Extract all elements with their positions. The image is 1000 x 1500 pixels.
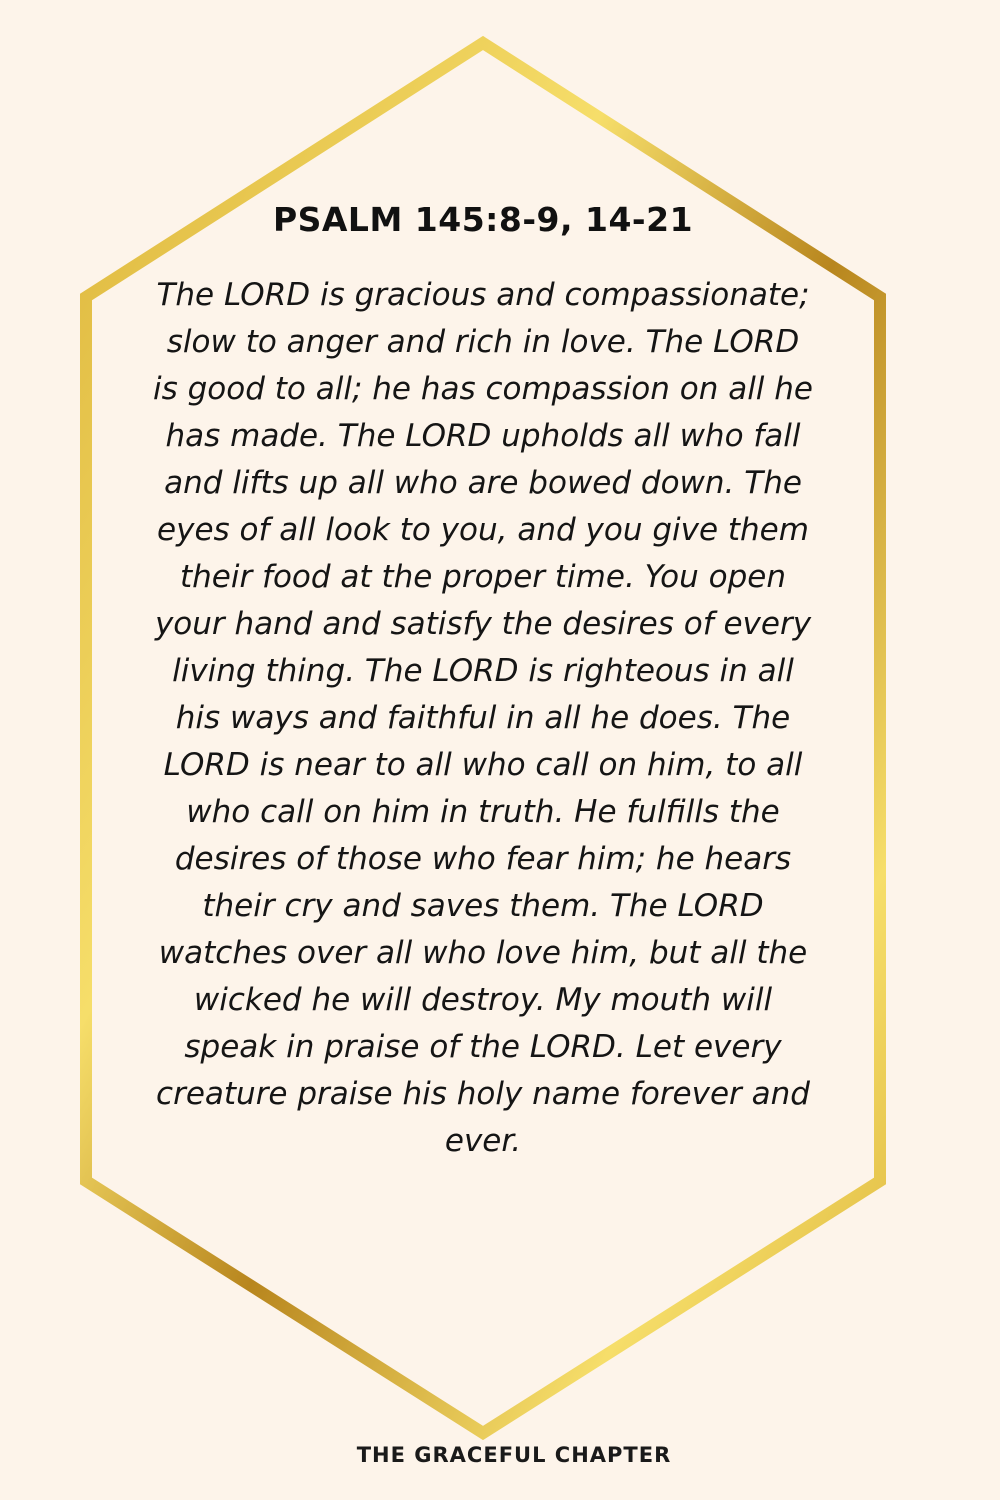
- page-title: PSALM 145:8-9, 14-21: [272, 200, 694, 239]
- verse-text: The LORD is gracious and compassionate; slow to anger and rich in love. The LORD is good to all; he has compassion on all he has made. The LORD upholds all who fall and lifts up all who are bowed down. The eyes of all look to you, and you give them their food at the proper time. You open your hand and satisfy the desires of every living thing. The LORD is righteous in all his ways and faithful in all he does. The LORD is near to all who call on him, to all who call on him in truth. He fulfills the desires of those who fear him; he hears their cry and saves them. The LORD watches over all who love him, but all the wicked he will destroy. My mouth will speak in praise of the LORD. Let every creature praise his holy name forever and ever.: [152, 277, 813, 1159]
- brand-footer: THE GRACEFUL CHAPTER: [356, 1443, 672, 1467]
